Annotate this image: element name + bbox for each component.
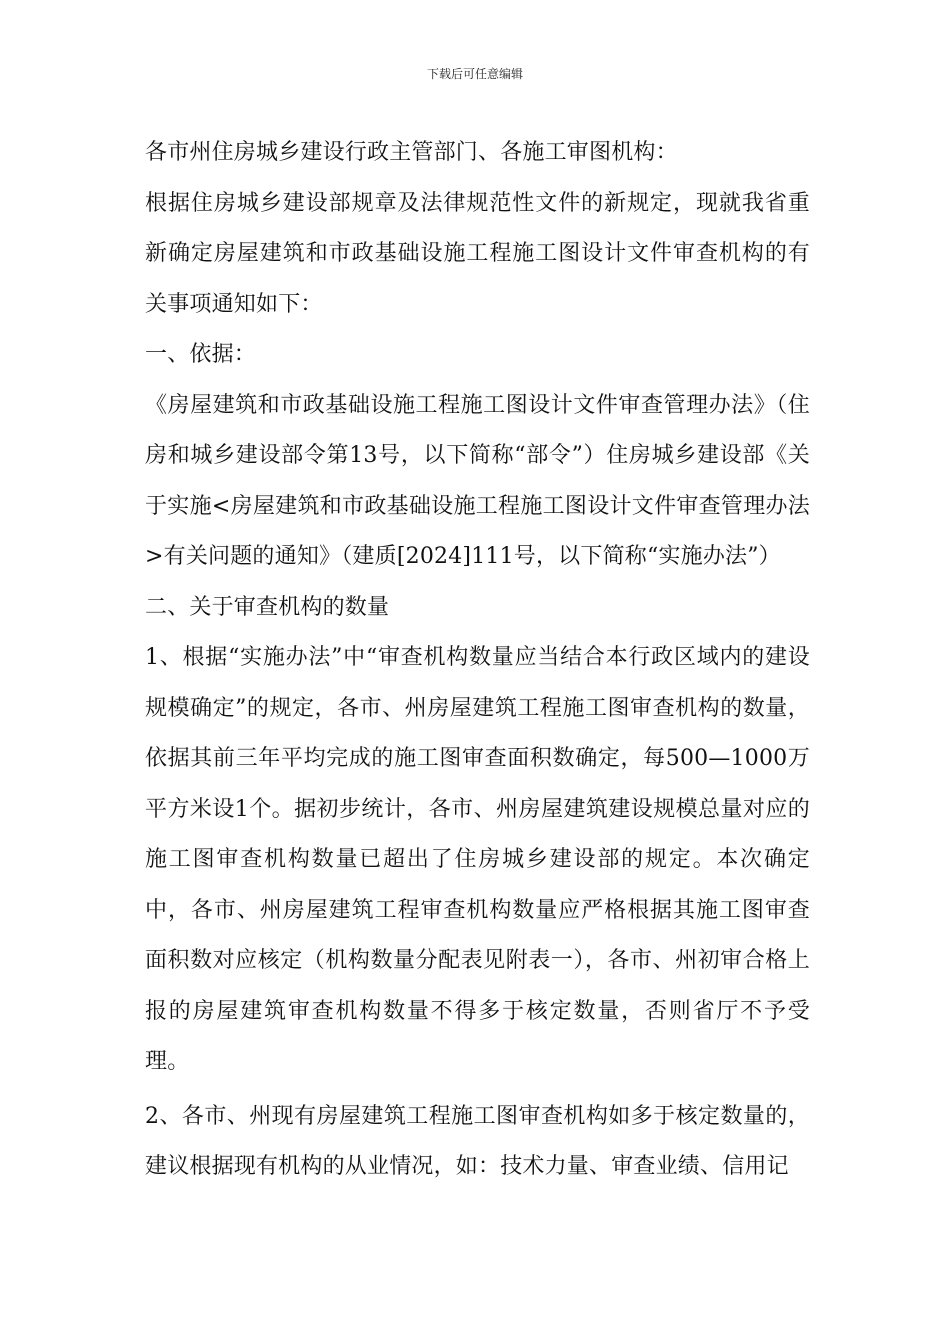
- header-note: 下载后可任意编辑: [426, 67, 523, 81]
- section-1-heading: 一、依据：: [145, 342, 257, 367]
- salutation: 各市州住房城乡建设行政主管部门、各施工审图机构：: [145, 140, 678, 165]
- document-body: [145, 128, 810, 1193]
- section-1-basis: 《房屋建筑和市政基础设施工程施工图设计文件审查管理办法》（住房和城乡建设部令第13号，以下简称“部令”）住房城乡建设部《关于实施<房屋建筑和市政基础设施工程施工图设计文件审查管理办法>有关问题的通知》（建质[2024]111号，以下简称“实施办法”）: [145, 392, 810, 569]
- section-2-heading: 二、关于审查机构的数量: [145, 594, 390, 620]
- intro-paragraph: 根据住房城乡建设部规章及法律规范性文件的新规定，现就我省重新确定房屋建筑和市政基础设施工程施工图设计文件审查机构的有关事项通知如下：: [145, 190, 810, 317]
- item-1-paragraph: 1、根据“实施办法”中“审查机构数量应当结合本行政区域内的建设规模确定”的规定，各市、州房屋建筑工程施工图审查机构的数量，依据其前三年平均完成的施工图审查面积数确定，每500—1000万平方米设1个。据初步统计，各市、州房屋建筑建设规模总量对应的施工图审查机构数量已超出了住房城乡建设部的规定。本次确定中，各市、州房屋建筑工程审查机构数量应严格根据其施工图审查面积数对应核定（机构数量分配表见附表一），各市、州初审合格上报的房屋建筑审查机构数量不得多于核定数量，否则省厅不予受理。: [145, 645, 810, 1074]
- item-2-paragraph: 2、各市、州现有房屋建筑工程施工图审查机构如多于核定数量的，建议根据现有机构的从业情况，如：技术力量、审查业绩、信用记: [145, 1103, 810, 1179]
